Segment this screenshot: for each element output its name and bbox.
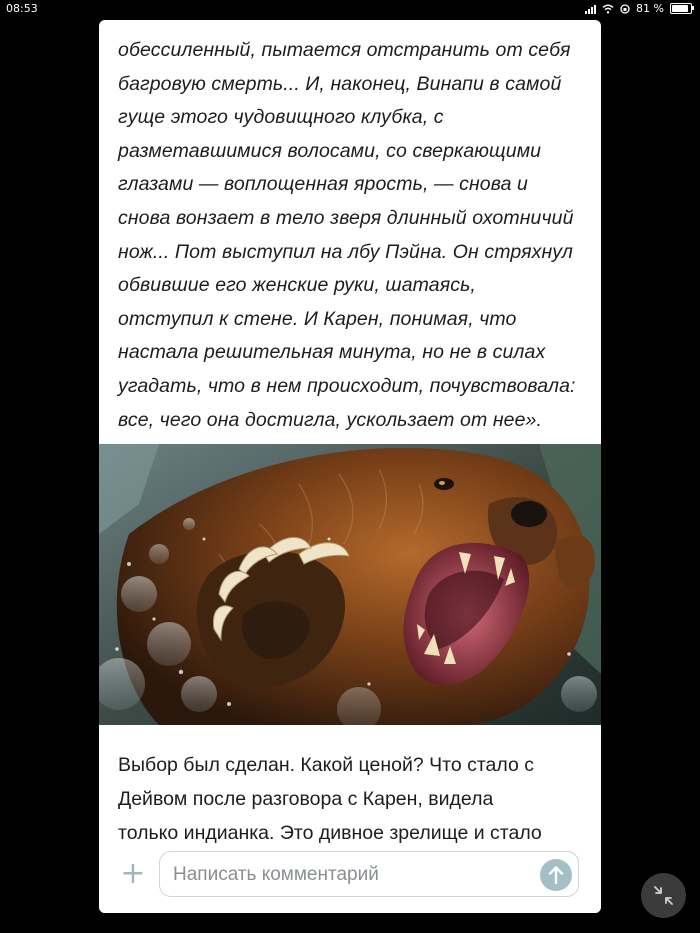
battery-icon xyxy=(670,3,692,14)
arrow-up-icon xyxy=(540,859,572,891)
article-body xyxy=(118,748,581,850)
quote-line: обвившие его женские руки, шатаясь, xyxy=(118,274,476,297)
comment-bar xyxy=(99,845,601,913)
bear-image[interactable] xyxy=(99,444,601,725)
status-indicators xyxy=(585,2,692,15)
body-line: только индианка. Это дивное зрелище и стало xyxy=(118,822,542,844)
battery-percent: 81 % xyxy=(636,2,664,15)
quote-line: отступил к стене. И Карен, понимая, что xyxy=(118,307,517,330)
plus-icon[interactable]: + xyxy=(120,856,146,891)
quote-line: все, чего она достигла, ускользает от нее». xyxy=(118,408,542,431)
body-line: Дейвом после разговора с Карен, видела xyxy=(118,788,494,810)
status-bar xyxy=(0,0,700,18)
quote-line: обессиленный, пытается отстранить от себя xyxy=(118,39,571,61)
status-time: 08:53 xyxy=(6,2,38,15)
quote-line: багровую смерть... И, наконец, Винапи в самой xyxy=(118,72,562,95)
wifi-icon xyxy=(602,4,614,14)
signal-icon xyxy=(585,4,596,14)
comment-input[interactable] xyxy=(159,851,579,897)
quote-line: гуще этого чудовищного клубка, с xyxy=(118,106,444,129)
send-button[interactable] xyxy=(540,859,572,891)
quote-line: настала решительная минута, но не в силах xyxy=(118,341,546,364)
article-quote xyxy=(118,34,581,437)
collapse-icon xyxy=(641,873,686,918)
quote-line: снова вонзает в тело зверя длинный охотничий xyxy=(118,206,574,229)
comment-placeholder: Написать комментарий xyxy=(173,864,379,885)
quote-line: глазами — воплощенная ярость, — снова и xyxy=(118,173,528,196)
orientation-lock-icon xyxy=(620,4,630,14)
quote-line: разметавшимися волосами, со сверкающими xyxy=(118,139,542,162)
collapse-button[interactable] xyxy=(641,873,686,918)
body-line: Выбор был сделан. Какой ценой? Что стало с xyxy=(118,754,534,776)
quote-line: угадать, что в нем происходит, почувствовала: xyxy=(118,374,576,397)
quote-line: нож... Пот выступил на лбу Пэйна. Он стряхнул xyxy=(118,240,574,263)
article-card xyxy=(99,20,601,913)
bear-illustration xyxy=(99,444,601,725)
